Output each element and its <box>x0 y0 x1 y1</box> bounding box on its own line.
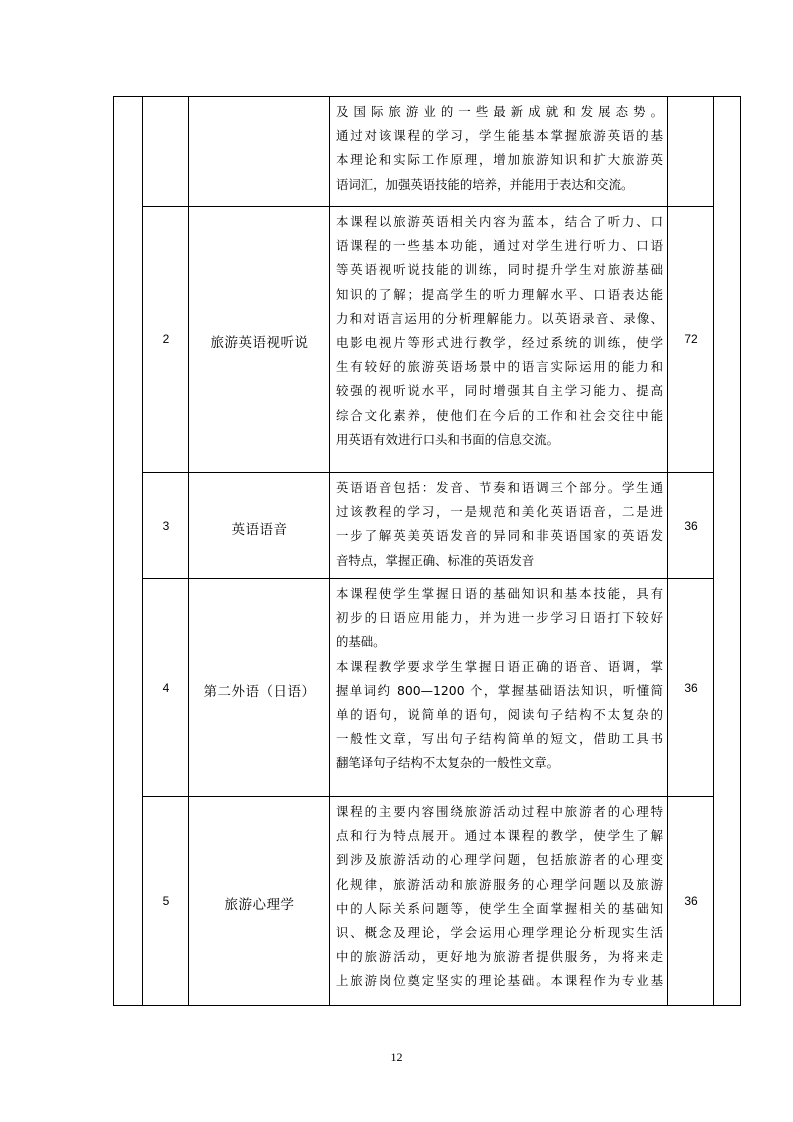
column-divider <box>667 96 668 1006</box>
description-line: 中的旅游活动，更好地为旅游者提供服务，为将来走 <box>336 949 663 965</box>
table-top-border <box>113 96 740 97</box>
description-line: 力和对语言运用的分析理解能力。以英语录音、录像、 <box>336 310 663 326</box>
course-description <box>336 582 663 776</box>
description-line: 综合文化素养，使他们在今后的工作和社会交往中能 <box>336 407 663 423</box>
table-bottom-border <box>113 1005 740 1006</box>
description-line: 用英语有效进行口头和书面的信息交流。 <box>336 431 560 447</box>
column-divider <box>713 96 714 1006</box>
table-right-border <box>740 96 741 1006</box>
course-description <box>336 476 663 573</box>
description-line: 知识的了解；提高学生的听力理解水平、口语表达能 <box>336 286 663 302</box>
course-number: 2 <box>162 332 170 346</box>
description-line: 一般性文章，写出句子结构简单的短文，借助工具书 <box>336 731 663 747</box>
description-line: 到涉及旅游活动的心理学问题，包括旅游者的心理变 <box>336 852 663 868</box>
course-number: 4 <box>162 681 170 695</box>
course-hours: 36 <box>684 519 698 533</box>
course-name: 第二外语（日语） <box>203 684 316 700</box>
description-line: 的基础。 <box>336 634 386 650</box>
description-line: 电影电视片等形式进行教学，经过系统的训练，使学 <box>336 335 663 351</box>
description-line: 中的人际关系问题等，使学生全面掌握相关的基础知 <box>336 900 663 916</box>
table-left-border <box>113 96 114 1006</box>
description-line: 单的语句，说简单的语句，阅读句子结构不太复杂的 <box>336 707 663 723</box>
description-line: 过该教程的学习，一是规范和美化英语语音，二是进 <box>336 504 663 520</box>
page-number: 12 <box>390 1050 403 1064</box>
description-line: 握单词约 800—1200 个，掌握基础语法知识，听懂简 <box>336 682 663 698</box>
description-line: 本课程教学要求学生掌握日语正确的语音、语调，掌 <box>336 658 663 674</box>
column-divider <box>188 96 189 1006</box>
course-name: 旅游心理学 <box>224 897 295 913</box>
row-separator <box>143 796 714 797</box>
description-line: 一步了解英美英语发音的异同和非英语国家的英语发 <box>336 528 663 544</box>
course-hours: 36 <box>684 681 698 695</box>
description-line: 语词汇，加强英语技能的培养，并能用于表达和交流。 <box>336 176 634 192</box>
row-separator <box>143 206 714 207</box>
description-line: 点和行为特点展开。通过本课程的教学，使学生了解 <box>336 828 663 844</box>
description-line: 本理论和实际工作原理，增加旅游知识和扩大旅游英 <box>336 152 663 168</box>
column-divider <box>329 96 330 1006</box>
course-hours: 72 <box>684 332 698 346</box>
description-line: 及国际旅游业的一些最新成就和发展态势。 <box>336 104 663 119</box>
course-description <box>336 800 663 994</box>
course-name: 旅游英语视听说 <box>210 335 309 351</box>
row-separator <box>143 472 714 473</box>
course-description <box>336 100 663 197</box>
course-number: 3 <box>162 519 170 533</box>
course-description <box>336 210 663 452</box>
row-separator <box>143 578 714 579</box>
description-line: 翻笔译句子结构不太复杂的一般性文章。 <box>336 755 560 771</box>
column-divider <box>142 96 143 1006</box>
description-line: 化规律，旅游活动和旅游服务的心理学问题以及旅游 <box>336 876 663 892</box>
description-line: 课程的主要内容围绕旅游活动过程中旅游者的心理特 <box>336 804 663 819</box>
description-line: 上旅游岗位奠定坚实的理论基础。本课程作为专业基 <box>336 973 663 989</box>
description-line: 通过对该课程的学习，学生能基本掌握旅游英语的基 <box>336 128 663 144</box>
description-line: 本课程以旅游英语相关内容为蓝本，结合了听力、口 <box>336 214 663 229</box>
description-line: 识、概念及理论，学会运用心理学理论分析现实生活 <box>336 925 663 941</box>
course-hours: 36 <box>684 894 698 908</box>
description-line: 本课程使学生掌握日语的基础知识和基本技能，具有 <box>336 586 663 601</box>
description-line: 英语语音包括：发音、节奏和语调三个部分。学生通 <box>336 480 663 495</box>
description-line: 初步的日语应用能力，并为进一步学习日语打下较好 <box>336 610 663 626</box>
description-line: 音特点，掌握正确、标准的英语发音 <box>336 552 535 568</box>
course-name: 英语语音 <box>231 522 288 538</box>
description-line: 生有较好的旅游英语场景中的语言实际运用的能力和 <box>336 359 663 375</box>
course-number: 5 <box>162 894 170 908</box>
description-line: 语课程的一些基本功能，通过对学生进行听力、口语 <box>336 238 663 254</box>
description-line: 较强的视听说水平，同时增强其自主学习能力、提高 <box>336 383 663 399</box>
description-line: 等英语视听说技能的训练，同时提升学生对旅游基础 <box>336 262 663 278</box>
